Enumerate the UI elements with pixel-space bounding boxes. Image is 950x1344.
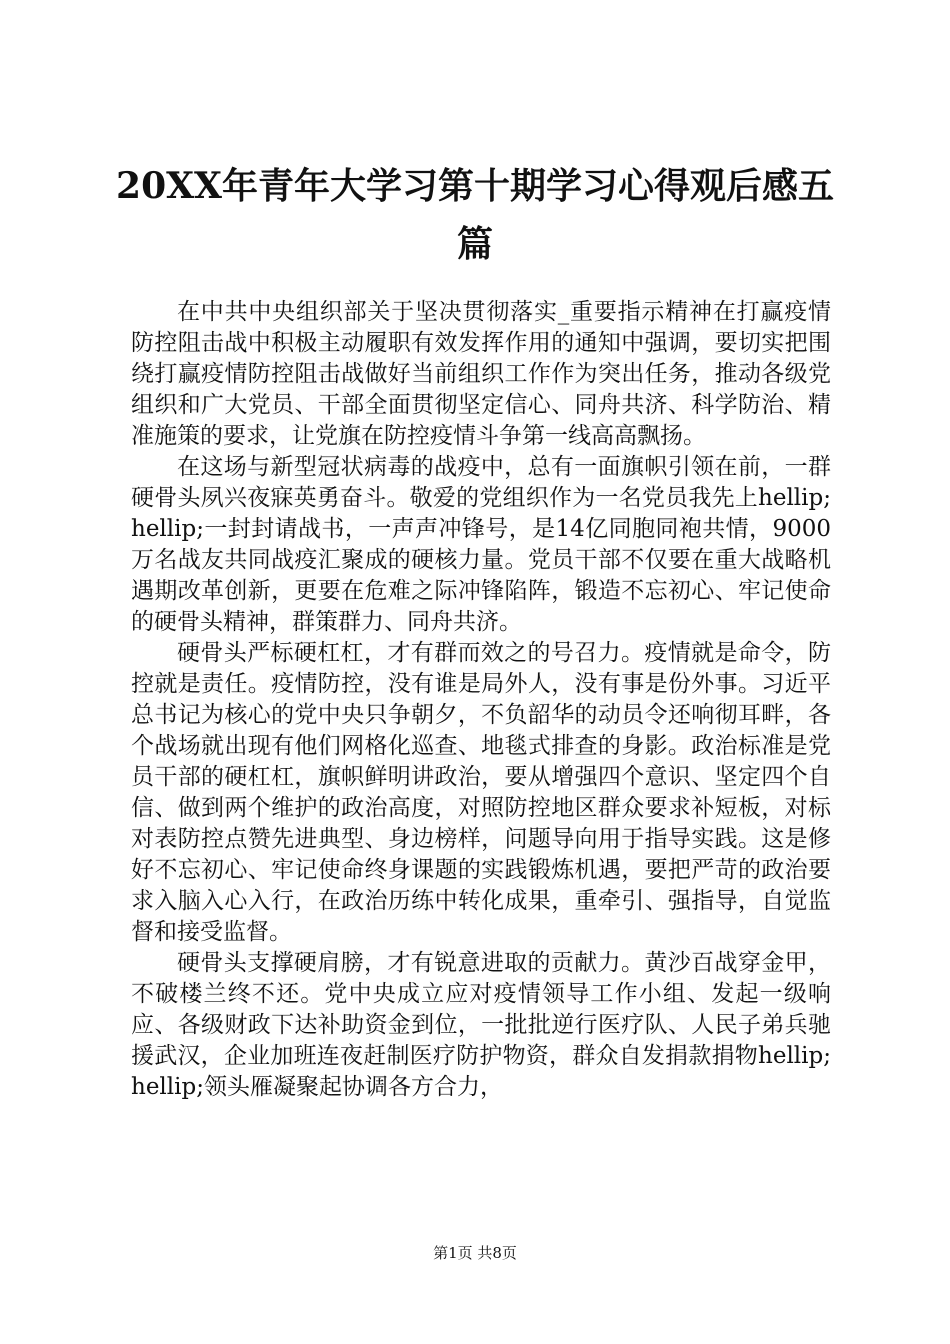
page-footer: 第1页 共8页 xyxy=(433,1244,517,1262)
document-title-line-1: 20XX年青年大学习第十期学习心得观后感五 xyxy=(116,165,834,207)
paragraph-2: 在这场与新型冠状病毒的战疫中，总有一面旗帜引领在前，一群硬骨头夙兴夜寐英勇奋斗。敬爱的党组织作为一名党员我先上hellip;hellip;一封封请战书，一声声冲锋号，是14亿同胞同袍共情，9000万名战友共同战疫汇聚成的硬核力量。党员干部不仅要在重大战略机遇期改革创新，更要在危难之际冲锋陷阵，锻造不忘初心、牢记使命的硬骨头精神，群策群力、同舟共济。 xyxy=(131,454,831,635)
paragraph-1: 在中共中央组织部关于坚决贯彻落实_重要指示精神在打赢疫情防控阻击战中积极主动履职有效发挥作用的通知中强调，要切实把围绕打赢疫情防控阻击战做好当前组织工作作为突出任务，推动各级党组织和广大党员、干部全面贯彻坚定信心、同舟共济、科学防治、精准施策的要求，让党旗在防控疫情斗争第一线高高飘扬。 xyxy=(131,299,831,449)
paragraph-3: 硬骨头严标硬杠杠，才有群而效之的号召力。疫情就是命令，防控就是责任。疫情防控，没有谁是局外人，没有事是份外事。习近平总书记为核心的党中央只争朝夕，不负韶华的动员令还响彻耳畔，各个战场就出现有他们网格化巡查、地毯式排查的身影。政治标准是党员干部的硬杠杠，旗帜鲜明讲政治，要从增强四个意识、坚定四个自信、做到两个维护的政治高度，对照防控地区群众要求补短板，对标对表防控点赞先进典型、身边榜样，问题导向用于指导实践。这是修好不忘初心、牢记使命终身课题的实践锻炼机遇，要把严苛的政治要求入脑入心入行，在政治历练中转化成果，重牵引、强指导，自觉监督和接受监督。 xyxy=(131,640,831,945)
document-body xyxy=(131,297,831,1103)
paragraph-4: 硬骨头支撑硬肩膀，才有锐意进取的贡献力。黄沙百战穿金甲，不破楼兰终不还。党中央成立应对疫情领导工作小组、发起一级响应、各级财政下达补助资金到位，一批批逆行医疗队、人民子弟兵驰援武汉，企业加班连夜赶制医疗防护物资，群众自发捐款捐物hellip;hellip;领头雁凝聚起协调各方合力， xyxy=(131,950,831,1100)
document-title-line-2: 篇 xyxy=(456,223,493,265)
